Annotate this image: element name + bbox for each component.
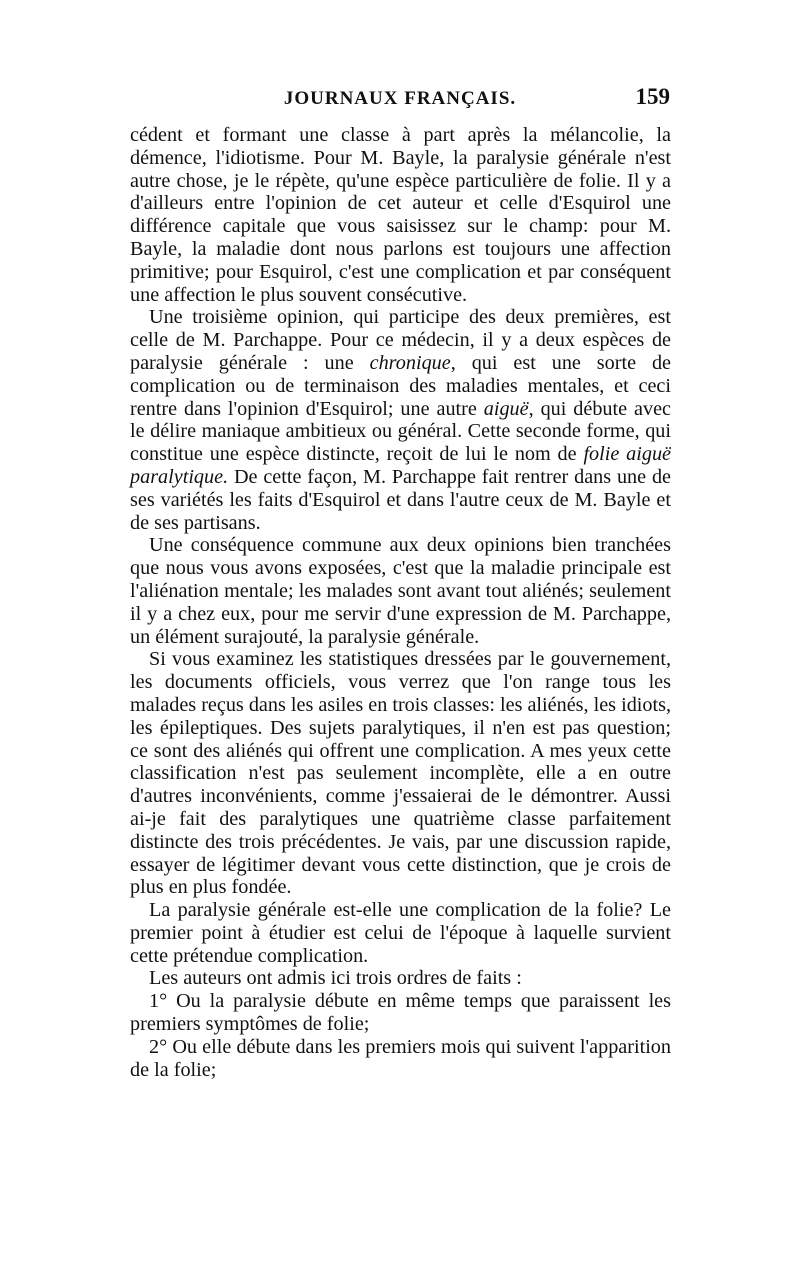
term-chronique: chronique: [369, 351, 451, 374]
running-title: JOURNAUX FRANÇAIS.: [283, 88, 517, 109]
paragraph-4: Si vous examinez les statistiques dressées par le gouvernement, les documents officiels, vous verrez que l'on range tous les malades reçus dans les asiles en trois classes: les aliénés, les idiots, les épileptiques. Des sujets paralytiques, il n'en est pas question; ce sont des aliénés qui offrent une complication. A mes yeux cette classification n'est pas seulement incomplète, elle a en outre d'autres inconvénients, comme j'essaierai de le démontrer. Aussi ai-je fait des paralytiques une quatrième classe parfaitement distincte des trois précédentes. Je vais, par une discussion rapide, essayer de légitimer devant vous cette distinction, que je crois de plus en plus fondée.: [130, 648, 672, 899]
term-aigue: aiguë: [483, 397, 529, 420]
paragraph-3: Une conséquence commune aux deux opinions bien tranchées que nous vous avons exposées, c'est que la maladie principale est l'aliénation mentale; les malades sont avant tout aliénés; seulement il y a chez eux, pour me servir d'une expression de M. Parchappe, un élément surajouté, la paralysie générale.: [130, 534, 671, 648]
paragraph-8: 2° Ou elle débute dans les premiers mois qui suivent l'apparition de la folie;: [130, 1035, 671, 1081]
page-header: [130, 84, 670, 118]
paragraph-2: [130, 306, 671, 534]
term-folie-aigue-paralytique: folie aiguë paralytique.: [130, 443, 672, 488]
paragraph-2-text-g: De cette façon, M. Parchappe fait rentrer dans une de ses variétés les faits d'Esquirol et dans l'autre ceux de M. Bayle et de ses partisans.: [130, 465, 671, 534]
paragraph-6: Les auteurs ont admis ici trois ordres de faits :: [149, 967, 522, 990]
paragraph-2-text-e: , qui débute avec le délire maniaque ambitieux ou général. Cette seconde forme, qui constitue une espèce distincte, reçoit de lui le nom de: [130, 397, 671, 466]
paragraph-2-text-c: , qui est une sorte de complication ou de terminaison des maladies mentales, et ceci rentre dans l'opinion d'Esquirol; une autre: [130, 351, 671, 420]
paragraph-2-text-a: Une troisième opinion, qui participe des deux premières, est celle de M. Parchappe. Pour ce médecin, il y a deux espèces de paralysie générale : une: [130, 306, 671, 374]
paragraph-1: cédent et formant une classe à part après la mélancolie, la démence, l'idiotisme. Pour M. Bayle, la paralysie générale n'est autre chose, je le répète, qu'une espèce particulière de folie. Il y a d'ailleurs entre l'opinion de cet auteur et celle d'Esquirol une différence capitale que vous saisissez sur le champ: pour M. Bayle, la maladie dont nous parlons est toujours une affection primitive; pour Esquirol, c'est une complication et par conséquent une affection le plus souvent consécutive.: [130, 124, 671, 306]
body-text: [130, 124, 671, 1081]
paragraph-7: 1° Ou la paralysie débute en même temps que paraissent les premiers symptômes de folie;: [130, 990, 671, 1036]
page-number: 159: [635, 84, 670, 109]
paragraph-5: La paralysie générale est-elle une complication de la folie? Le premier point à étudier est celui de l'époque à laquelle survient cette prétendue complication.: [130, 899, 671, 967]
